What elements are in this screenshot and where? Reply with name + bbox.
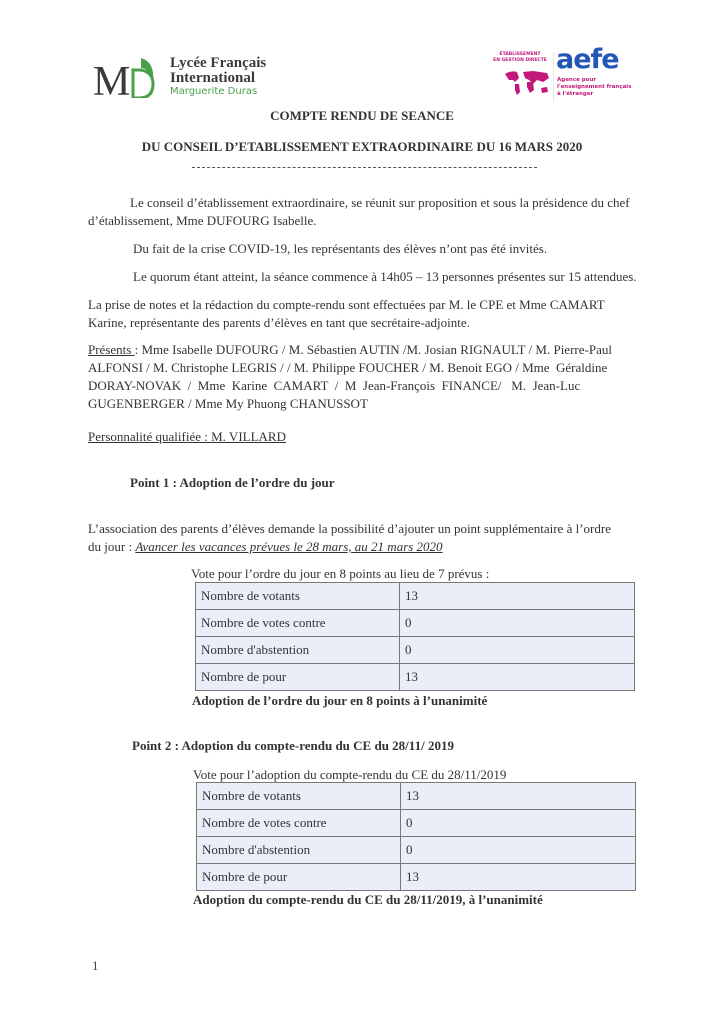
table-row — [196, 610, 635, 637]
quorum-paragraph: Le quorum étant atteint, la séance commence à 14h05 – 13 personnes présentes sur 15 attendues. — [133, 269, 637, 284]
row-label: Nombre d'abstention — [197, 837, 401, 864]
row-value: 0 — [401, 810, 636, 837]
presents-line1 — [88, 341, 612, 358]
presents-names-1: : Mme Isabelle DUFOURG / M. Sébastien AUTIN /M. Josian RIGNAULT / M. Pierre-Paul — [134, 342, 612, 357]
table-row — [197, 783, 636, 810]
row-value: 0 — [400, 637, 635, 664]
row-value: 13 — [401, 864, 636, 891]
aefe-sub-line2: l'enseignement français — [557, 84, 632, 90]
aefe-tagline — [490, 52, 550, 64]
row-label: Nombre de votes contre — [196, 610, 400, 637]
title-divider — [192, 167, 537, 168]
row-label: Nombre de pour — [197, 864, 401, 891]
point2-vote-caption: Vote pour l’adoption du compte-rendu du CE du 28/11/2019 — [193, 767, 507, 782]
point2-result: Adoption du compte-rendu du CE du 28/11/2019, à l’unanimité — [193, 892, 543, 907]
aefe-tagline-line1: ÉTABLISSEMENT — [499, 52, 541, 57]
row-label: Nombre de votants — [196, 583, 400, 610]
logo-divider — [553, 52, 554, 102]
aefe-tagline-line2: EN GESTION DIRECTE — [493, 58, 547, 63]
presents-line3: DORAY-NOVAK / Mme Karine CAMART / M Jean-François FINANCE/ M. Jean-Luc — [88, 378, 581, 393]
presents-line2: ALFONSI / M. Christophe LEGRIS / / M. Philippe FOUCHER / M. Benoit EGO / Mme Géraldine — [88, 360, 608, 375]
intro-paragraph-line1: Le conseil d’établissement extraordinaire, se réunit sur proposition et sous la présidence du chef — [130, 195, 630, 210]
logo-leaf-d-icon — [129, 58, 155, 98]
presents-label: Présents — [88, 342, 135, 357]
row-value: 0 — [400, 610, 635, 637]
point2-vote-table — [196, 782, 636, 891]
point1-vote-caption: Vote pour l’ordre du jour en 8 points au lieu de 7 prévus : — [191, 566, 490, 581]
aefe-sub-line1: Agence pour — [557, 77, 597, 83]
row-label: Nombre de votants — [197, 783, 401, 810]
row-value: 13 — [400, 583, 635, 610]
table-row — [196, 637, 635, 664]
school-logo — [93, 52, 163, 105]
covid-paragraph: Du fait de la crise COVID-19, les représentants des élèves n’ont pas été invités. — [133, 241, 548, 256]
row-value: 0 — [401, 837, 636, 864]
point2-heading: Point 2 : Adoption du compte-rendu du CE du 28/11/ 2019 — [132, 738, 454, 753]
table-row — [196, 664, 635, 691]
presents-line4: GUGENBERGER / Mme My Phuong CHANUSSOT — [88, 396, 368, 411]
point1-text-line2 — [88, 538, 443, 555]
page-number: 1 — [92, 958, 99, 973]
row-label: Nombre de pour — [196, 664, 400, 691]
notes-paragraph-line2: Karine, représentante des parents d’élèves en tant que secrétaire-adjointe. — [88, 315, 470, 330]
school-subname: Marguerite Duras — [170, 86, 258, 97]
table-row — [197, 837, 636, 864]
intro-paragraph-line2: d’établissement, Mme DUFOURG Isabelle. — [88, 213, 317, 228]
point1-text-line1: L’association des parents d’élèves demande la possibilité d’ajouter un point supplémentaire à l’ordre — [88, 521, 611, 536]
point1-heading: Point 1 : Adoption de l’ordre du jour — [130, 475, 335, 490]
aefe-logo-word: aefe — [556, 44, 619, 75]
row-label: Nombre d'abstention — [196, 637, 400, 664]
row-label: Nombre de votes contre — [197, 810, 401, 837]
document-subtitle: DU CONSEIL D’ETABLISSEMENT EXTRAORDINAIRE DU 16 MARS 2020 — [141, 139, 583, 154]
table-row — [197, 864, 636, 891]
school-name-line2: International — [170, 70, 256, 86]
aefe-sub-line3: à l'étranger — [557, 91, 594, 97]
point1-vote-table — [195, 582, 635, 691]
notes-paragraph-line1: La prise de notes et la rédaction du compte-rendu sont effectuées par M. le CPE et Mme CAMART — [88, 297, 605, 312]
qualified-person: Personnalité qualifiée : M. VILLARD — [88, 429, 286, 444]
point1-result: Adoption de l’ordre du jour en 8 points à l’unanimité — [192, 693, 488, 708]
school-name — [170, 56, 266, 86]
world-map-icon — [503, 68, 551, 96]
point1-text-prefix: du jour : — [88, 539, 136, 554]
document-title: COMPTE RENDU DE SEANCE — [270, 108, 454, 123]
table-row — [196, 583, 635, 610]
row-value: 13 — [401, 783, 636, 810]
table-row — [197, 810, 636, 837]
aefe-subtitle — [557, 77, 631, 98]
school-name-line1: Lycée Français — [170, 55, 267, 71]
logo-letter-m: M — [93, 59, 128, 105]
point1-proposal: Avancer les vacances prévues le 28 mars, au 21 mars 2020 — [135, 539, 443, 554]
row-value: 13 — [400, 664, 635, 691]
